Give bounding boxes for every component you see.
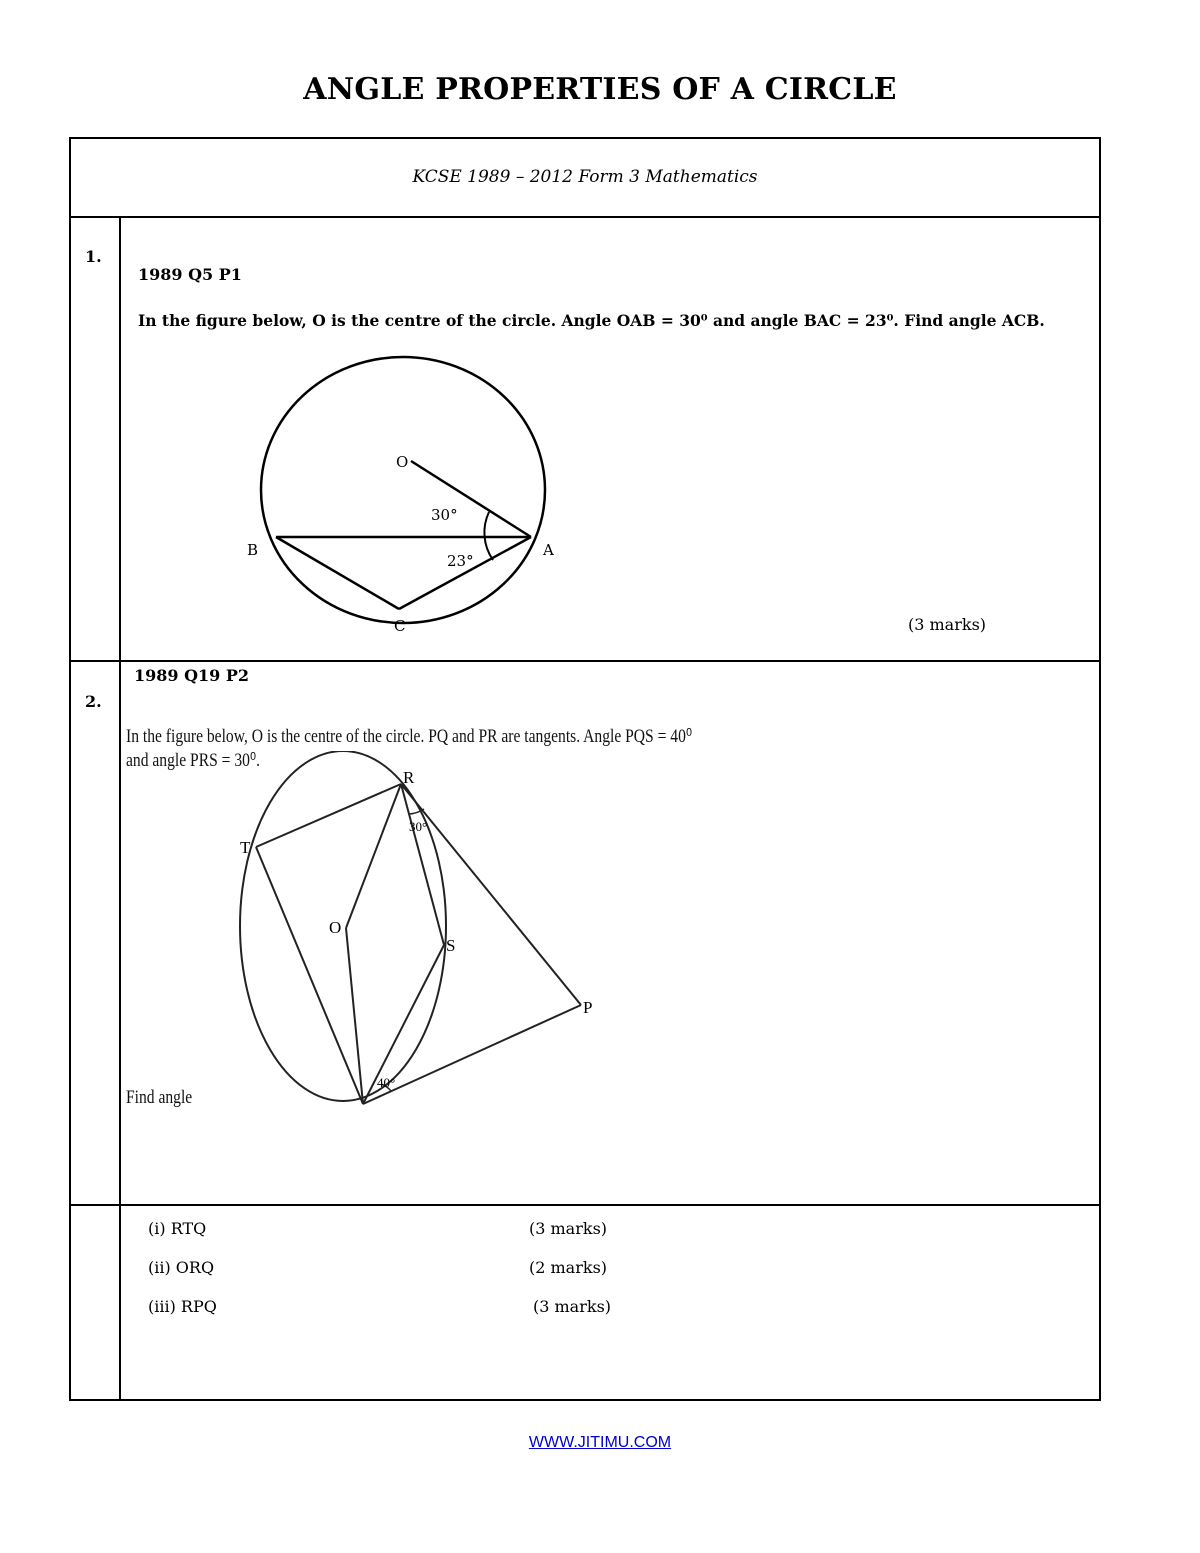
question-number: 2.	[85, 692, 102, 711]
point-r-label: R	[403, 768, 415, 787]
row-divider	[71, 216, 1099, 218]
questions-table	[69, 137, 1101, 1401]
footer	[0, 1434, 1200, 1452]
angle-oab-label: 30°	[431, 506, 458, 524]
row-divider	[71, 1204, 1099, 1206]
question-text: In the figure below, O is the centre of the circle. Angle OAB = 30⁰ and angle BAC = 23⁰. Find angle ACB.	[138, 311, 1045, 330]
part-marks: (3 marks)	[529, 1219, 608, 1238]
point-c-label: C	[394, 617, 406, 635]
angle-prs-label: 30°	[409, 819, 428, 834]
point-t-label: T	[240, 838, 251, 857]
angle-pqs-label: 40°	[377, 1075, 396, 1090]
point-s-label: S	[446, 936, 456, 955]
part-marks: (3 marks)	[533, 1297, 612, 1316]
part-marks: (2 marks)	[529, 1258, 608, 1277]
question-reference: 1989 Q5 P1	[138, 265, 242, 284]
circle-figure-1	[221, 344, 621, 644]
table-header: KCSE 1989 – 2012 Form 3 Mathematics	[412, 167, 758, 187]
page-title: ANGLE PROPERTIES OF A CIRCLE	[303, 72, 897, 107]
website-link[interactable]: WWW.JITIMU.COM	[528, 1434, 672, 1451]
question-text-line2: and angle PRS = 30⁰.	[126, 750, 261, 771]
marks-label: (3 marks)	[908, 615, 987, 634]
angle-bac-label: 23°	[447, 552, 474, 570]
question-text-line1: In the figure below, O is the centre of the circle. PQ and PR are tangents. Angle PQS = 40⁰	[126, 726, 693, 747]
part-label: (i) RTQ	[148, 1219, 207, 1238]
question-reference: 1989 Q19 P2	[134, 666, 250, 685]
point-o-label: O	[396, 453, 409, 471]
point-a-label: A	[543, 541, 554, 559]
part-label: (ii) ORQ	[148, 1258, 215, 1277]
row-divider	[71, 660, 1099, 662]
question-number: 1.	[85, 247, 102, 266]
point-o-label: O	[329, 918, 342, 937]
circle-figure-2	[231, 751, 631, 1111]
column-divider	[119, 216, 121, 1399]
find-angle-text: Find angle	[126, 1087, 193, 1108]
point-p-label: P	[583, 998, 593, 1017]
point-b-label: B	[247, 541, 259, 559]
part-label: (iii) RPQ	[148, 1297, 217, 1316]
